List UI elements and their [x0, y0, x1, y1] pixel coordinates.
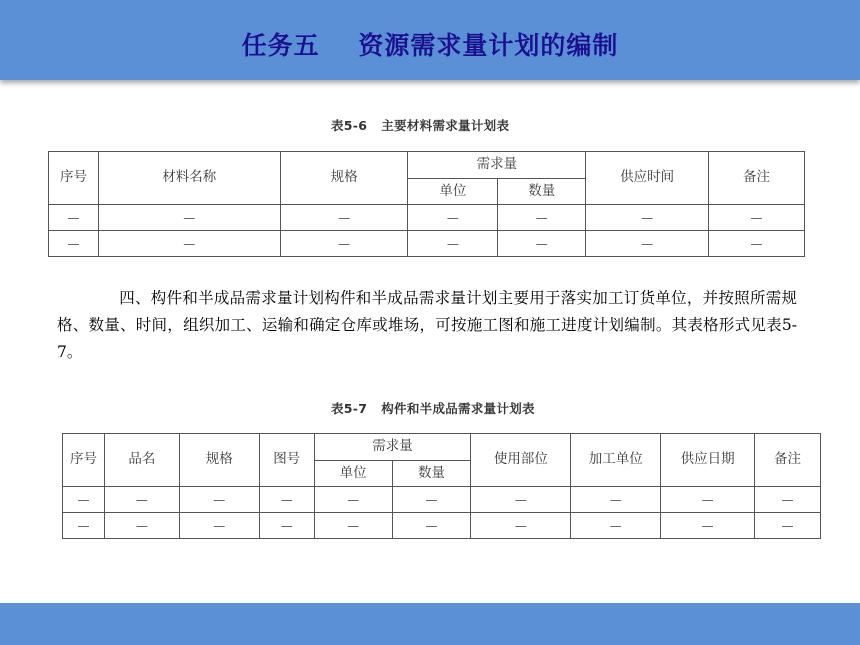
header-material-name: 材料名称 — [98, 152, 280, 205]
table-cell: — — [104, 513, 179, 539]
header-processing-unit: 加工单位 — [571, 434, 661, 487]
table-cell: — — [709, 205, 805, 231]
table-cell: — — [98, 205, 280, 231]
table2-caption: 表5-7 构件和半成品需求量计划表 — [331, 401, 535, 416]
table-cell: — — [709, 231, 805, 257]
table-cell: — — [314, 487, 392, 513]
table-cell: — — [280, 205, 408, 231]
table-cell: — — [104, 487, 179, 513]
header-note: 备注 — [755, 434, 821, 487]
table-cell: — — [408, 205, 498, 231]
table-cell: — — [661, 487, 755, 513]
table-cell: — — [408, 231, 498, 257]
table-cell: — — [179, 513, 259, 539]
header-usage-part: 使用部位 — [471, 434, 571, 487]
table-cell: — — [314, 513, 392, 539]
header-demand: 需求量 — [314, 434, 471, 461]
header-demand: 需求量 — [408, 152, 586, 179]
table-cell: — — [571, 513, 661, 539]
table-cell: — — [498, 205, 586, 231]
table-cell: — — [755, 487, 821, 513]
table-cell: — — [392, 513, 471, 539]
table-cell: — — [471, 513, 571, 539]
header-qty: 数量 — [498, 179, 586, 205]
header-product-name: 品名 — [104, 434, 179, 487]
table-cell: — — [98, 231, 280, 257]
component-demand-table — [62, 433, 821, 539]
header-seq: 序号 — [49, 152, 99, 205]
table-cell: — — [280, 231, 408, 257]
table-cell: — — [661, 513, 755, 539]
table-cell: — — [63, 487, 105, 513]
header-seq: 序号 — [63, 434, 105, 487]
header-unit: 单位 — [314, 461, 392, 487]
table-cell: — — [179, 487, 259, 513]
footer-bar — [0, 603, 860, 645]
body-paragraph — [57, 285, 797, 366]
table-row — [49, 205, 805, 231]
table-cell: — — [392, 487, 471, 513]
header-drawing-no: 图号 — [259, 434, 314, 487]
header-qty: 数量 — [392, 461, 471, 487]
page-title: 任务五 资源需求量计划的编制 — [241, 31, 619, 60]
table-cell: — — [586, 205, 709, 231]
table1-caption: 表5-6 主要材料需求量计划表 — [331, 118, 510, 133]
header-bar — [0, 0, 860, 80]
table-cell: — — [498, 231, 586, 257]
header-spec: 规格 — [179, 434, 259, 487]
table-cell: — — [571, 487, 661, 513]
table-cell: — — [755, 513, 821, 539]
table-cell: — — [49, 205, 99, 231]
header-spec: 规格 — [280, 152, 408, 205]
header-unit: 单位 — [408, 179, 498, 205]
header-supply-date: 供应日期 — [661, 434, 755, 487]
material-demand-table — [48, 151, 805, 257]
table-cell: — — [471, 487, 571, 513]
table-cell: — — [49, 231, 99, 257]
table-cell: — — [63, 513, 105, 539]
table-cell: — — [586, 231, 709, 257]
table-row — [49, 231, 805, 257]
table-row — [63, 513, 821, 539]
table-cell: — — [259, 513, 314, 539]
table-row — [63, 487, 821, 513]
table-cell: — — [259, 487, 314, 513]
header-note: 备注 — [709, 152, 805, 205]
header-supply-time: 供应时间 — [586, 152, 709, 205]
body-paragraph-text: 四、构件和半成品需求量计划构件和半成品需求量计划主要用于落实加工订货单位，并按照所需规格、数量、时间，组织加工、运输和确定仓库或堆场，可按施工图和施工进度计划编制。其表格形式见表5-7。 — [57, 289, 797, 361]
